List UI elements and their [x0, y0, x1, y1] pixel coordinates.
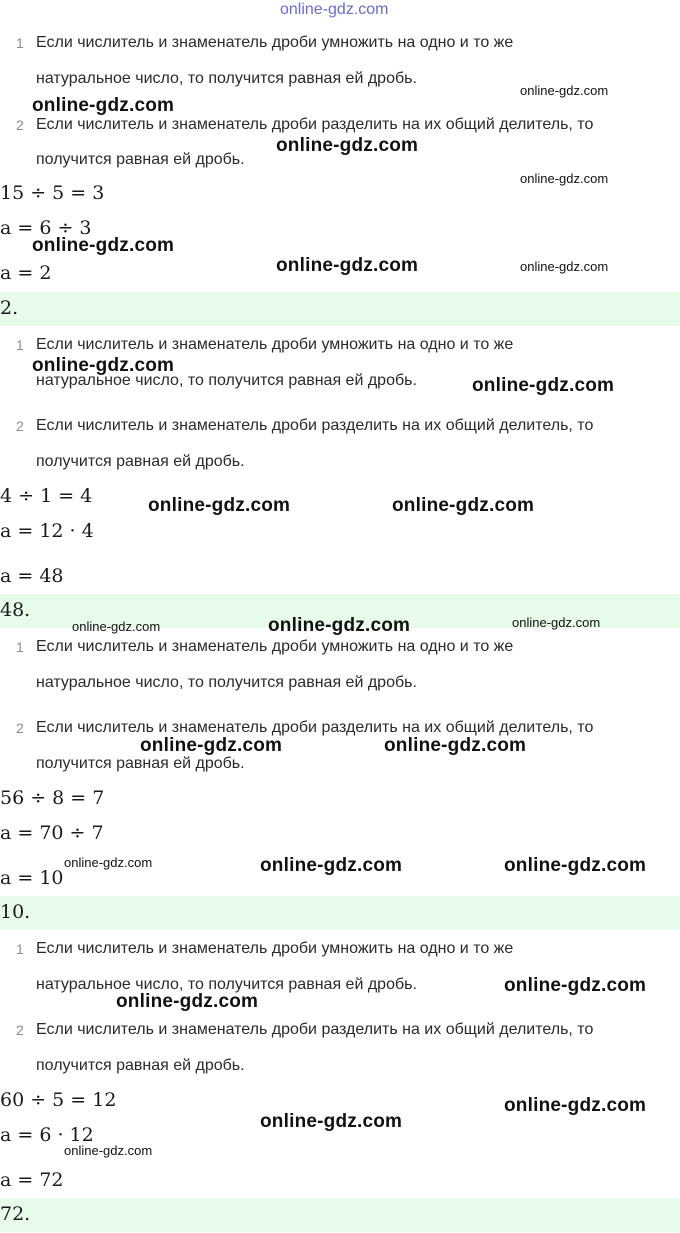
- equation-3: a = 10: [0, 867, 64, 889]
- rule-1-line-2: натуральное число, то получится равная ей дробь.: [36, 976, 417, 993]
- rule-number-2: 2: [16, 1022, 24, 1038]
- rule-1-line-1: Если числитель и знаменатель дроби умножить на одно и то же: [36, 34, 514, 51]
- watermark: online-gdz.com: [260, 1111, 403, 1132]
- rule-2-line-1: Если числитель и знаменатель дроби разделить на их общий делитель, то: [36, 116, 594, 133]
- rule-number-1: 1: [16, 941, 24, 957]
- equation-1: 56 ÷ 8 = 7: [0, 787, 105, 809]
- rule-1-line-2: натуральное число, то получится равная ей дробь.: [36, 372, 417, 389]
- watermark: online-gdz.com: [276, 135, 419, 156]
- equation-2: a = 70 ÷ 7: [0, 822, 104, 844]
- rule-2-line-1: Если числитель и знаменатель дроби разделить на их общий делитель, то: [36, 417, 594, 434]
- watermark: online-gdz.com: [520, 171, 609, 186]
- watermark: online-gdz.com: [472, 375, 615, 396]
- watermark: online-gdz.com: [268, 615, 411, 636]
- watermark: online-gdz.com: [64, 855, 153, 870]
- rule-number-1: 1: [16, 337, 24, 353]
- rule-2-line-1: Если числитель и знаменатель дроби разделить на их общий делитель, то: [36, 1021, 594, 1038]
- watermark: online-gdz.com: [116, 991, 259, 1012]
- watermark: online-gdz.com: [520, 83, 609, 98]
- equation-3: a = 72: [0, 1169, 64, 1191]
- equation-1: 60 ÷ 5 = 12: [0, 1089, 117, 1111]
- rule-1-line-1: Если числитель и знаменатель дроби умножить на одно и то же: [36, 940, 514, 957]
- watermark-top: online-gdz.com: [280, 1, 389, 18]
- answer-band: [0, 1198, 680, 1232]
- watermark: online-gdz.com: [504, 855, 647, 876]
- equation-2: a = 6 · 12: [0, 1124, 94, 1146]
- watermark: online-gdz.com: [32, 95, 175, 116]
- watermark: online-gdz.com: [140, 735, 283, 756]
- equation-1: 4 ÷ 1 = 4: [0, 485, 93, 507]
- answer-text: 48.: [0, 599, 31, 621]
- rule-2-line-2: получится равная ей дробь.: [36, 755, 245, 772]
- watermark: online-gdz.com: [520, 259, 609, 274]
- watermark: online-gdz.com: [276, 255, 419, 276]
- answer-text: 72.: [0, 1203, 31, 1225]
- rule-number-1: 1: [16, 35, 24, 51]
- equation-1: 15 ÷ 5 = 3: [0, 182, 105, 204]
- watermark: online-gdz.com: [512, 615, 601, 630]
- equation-3: a = 48: [0, 565, 64, 587]
- rule-number-2: 2: [16, 720, 24, 736]
- watermark: online-gdz.com: [148, 495, 291, 516]
- equation-2: a = 6 ÷ 3: [0, 217, 92, 239]
- rule-2-line-2: получится равная ей дробь.: [36, 151, 245, 168]
- answer-text: 2.: [0, 297, 19, 319]
- rule-2-line-1: Если числитель и знаменатель дроби разделить на их общий делитель, то: [36, 719, 594, 736]
- watermark: online-gdz.com: [32, 355, 175, 376]
- watermark: online-gdz.com: [392, 495, 535, 516]
- watermark: online-gdz.com: [72, 619, 161, 634]
- rule-number-2: 2: [16, 418, 24, 434]
- watermark: online-gdz.com: [32, 235, 175, 256]
- rule-2-line-2: получится равная ей дробь.: [36, 453, 245, 470]
- answer-band: [0, 896, 680, 930]
- watermark: online-gdz.com: [384, 735, 527, 756]
- rule-1-line-2: натуральное число, то получится равная ей дробь.: [36, 70, 417, 87]
- answer-band: [0, 292, 680, 326]
- answer-text: 10.: [0, 901, 31, 923]
- watermark: online-gdz.com: [260, 855, 403, 876]
- rule-1-line-2: натуральное число, то получится равная ей дробь.: [36, 674, 417, 691]
- equation-3: a = 2: [0, 262, 52, 284]
- rule-2-line-2: получится равная ей дробь.: [36, 1057, 245, 1074]
- watermark: online-gdz.com: [64, 1143, 153, 1158]
- rule-number-2: 2: [16, 117, 24, 133]
- equation-2: a = 12 · 4: [0, 520, 94, 542]
- watermark: online-gdz.com: [504, 1095, 647, 1116]
- rule-number-1: 1: [16, 639, 24, 655]
- rule-1-line-1: Если числитель и знаменатель дроби умножить на одно и то же: [36, 336, 514, 353]
- rule-1-line-1: Если числитель и знаменатель дроби умножить на одно и то же: [36, 638, 514, 655]
- watermark: online-gdz.com: [504, 975, 647, 996]
